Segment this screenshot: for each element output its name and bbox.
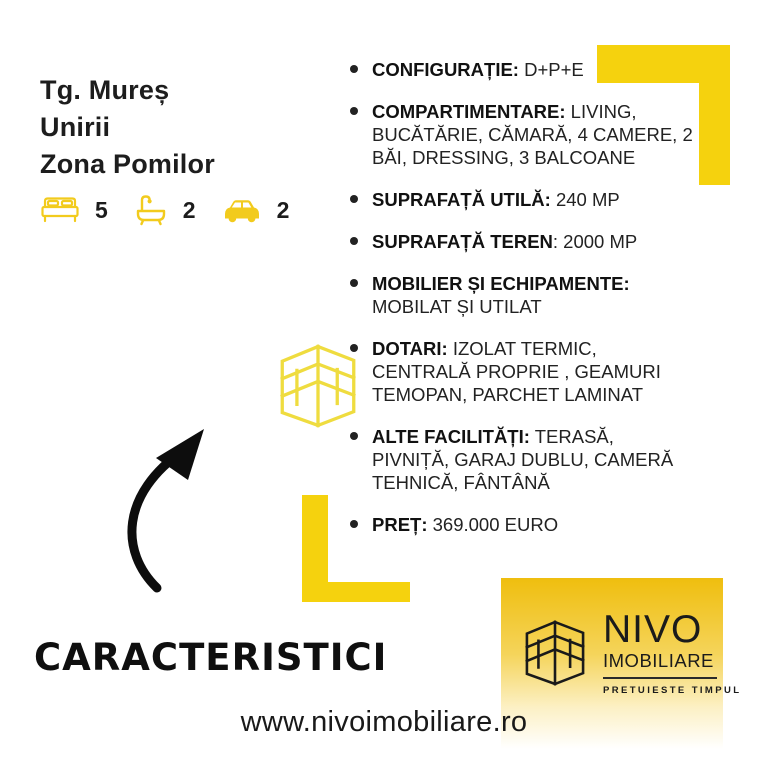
feature-usable-area: SUPRAFAȚĂ UTILĂ: 240 MP bbox=[348, 188, 693, 211]
stat-bedrooms bbox=[40, 195, 108, 225]
feature-rooms: COMPARTIMENTARE: LIVING, BUCĂTĂRIE, CĂMARĂ, 4 CAMERE, 2 BĂI, DRESSING, 3 BALCOANE bbox=[348, 100, 693, 169]
bath-icon bbox=[134, 193, 168, 227]
feature-configuration: CONFIGURAȚIE: D+P+E bbox=[348, 58, 693, 81]
location-zone: Zona Pomilor bbox=[40, 149, 215, 179]
bullet-dot bbox=[350, 237, 358, 245]
car-icon bbox=[222, 195, 262, 225]
curved-arrow-icon bbox=[100, 420, 220, 600]
bullet-dot bbox=[350, 65, 358, 73]
bullet-dot bbox=[350, 195, 358, 203]
bullet-dot bbox=[350, 432, 358, 440]
feature-other-facilities: ALTE FACILITĂȚI: TERASĂ, PIVNIȚĂ, GARAJ DUBLU, CAMERĂ TEHNICĂ, FÂNTÂNĂ bbox=[348, 425, 693, 494]
bedrooms-count: 5 bbox=[95, 196, 108, 223]
stat-parking bbox=[222, 195, 290, 225]
feature-equipment: DOTARI: IZOLAT TERMIC, CENTRALĂ PROPRIE , GEAMURI TEMOPAN, PARCHET LAMINAT bbox=[348, 337, 693, 406]
location-city: Tg. Mureș bbox=[40, 75, 170, 105]
features-list bbox=[348, 58, 693, 555]
bullet-dot bbox=[350, 107, 358, 115]
feature-land-area: SUPRAFAȚĂ TEREN: 2000 MP bbox=[348, 230, 693, 253]
brand-tagline: PRETUIESTE TIMPUL bbox=[603, 685, 742, 696]
property-stats bbox=[40, 193, 289, 227]
brand-logo-card bbox=[501, 578, 742, 768]
feature-price: PREȚ: 369.000 EURO bbox=[348, 513, 693, 536]
website-link[interactable]: www.nivoimobiliare.ro bbox=[240, 706, 528, 738]
bullet-dot bbox=[350, 520, 358, 528]
brand-name: NIVO bbox=[603, 608, 703, 651]
bed-icon bbox=[40, 195, 80, 225]
location-title bbox=[40, 72, 215, 183]
feature-furnishing: MOBILIER ȘI ECHIPAMENTE: MOBILAT ȘI UTILAT bbox=[348, 272, 693, 318]
stat-bathrooms bbox=[134, 193, 196, 227]
bullet-dot bbox=[350, 344, 358, 352]
brand-wordmark bbox=[603, 608, 742, 696]
section-headline: CARACTERISTICI bbox=[34, 636, 388, 679]
brand-building-icon bbox=[519, 618, 591, 693]
bathrooms-count: 2 bbox=[182, 196, 196, 223]
location-street: Unirii bbox=[40, 112, 111, 142]
brand-subtitle: IMOBILIARE bbox=[603, 650, 717, 679]
bullet-dot bbox=[350, 279, 358, 287]
parking-count: 2 bbox=[276, 196, 290, 223]
